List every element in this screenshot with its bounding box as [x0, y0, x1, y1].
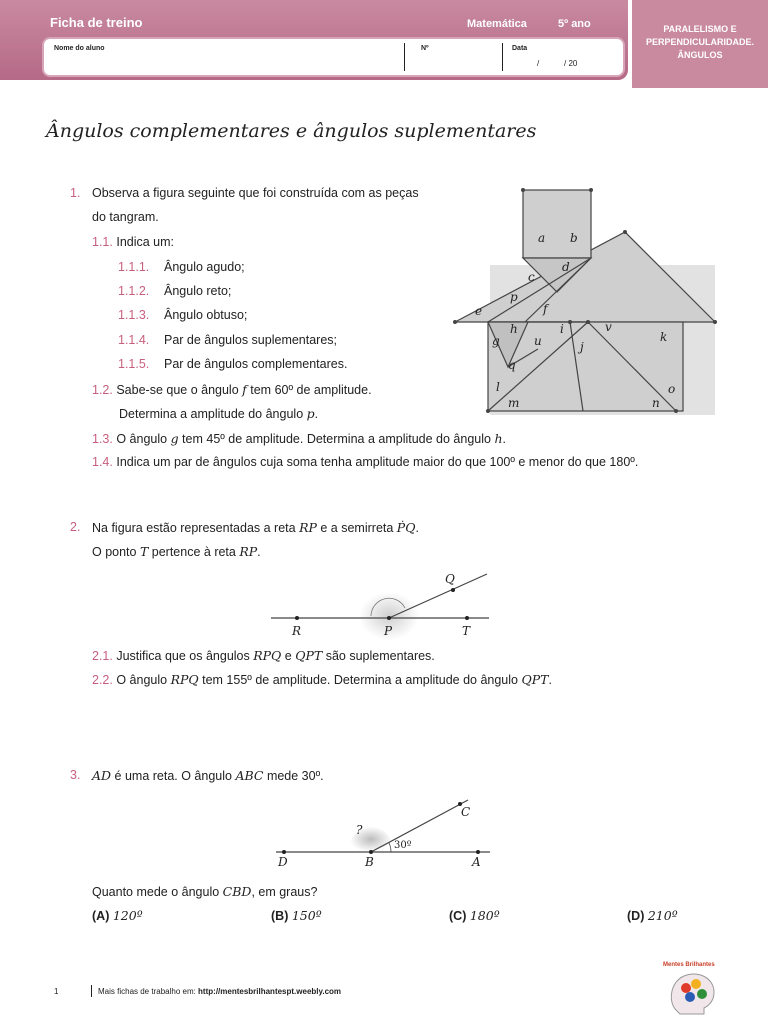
q-text: . [257, 545, 261, 559]
q-text: Par de ângulos suplementares; [164, 333, 338, 347]
q-text: . [548, 673, 552, 687]
option-letter: (B) [271, 909, 289, 923]
unknown-angle: ? [356, 823, 363, 837]
option-value: 210º [647, 908, 678, 923]
q-text: Sabe-se que o ângulo [116, 383, 243, 397]
fig-label: h [510, 322, 518, 336]
fig-label: u [534, 334, 542, 348]
q-text: Determina a amplitude do ângulo [119, 407, 307, 421]
q1-1-2 [118, 284, 149, 298]
math-var: f [242, 382, 247, 397]
q-text: Ângulo obtuso; [164, 308, 248, 322]
q-number: 2.2. [92, 673, 113, 687]
q2-line [70, 520, 80, 534]
topic-box [632, 0, 768, 88]
q-number: 1.1. [92, 235, 113, 249]
q3-line [70, 768, 80, 782]
q1-1-4 [118, 333, 149, 347]
math-var: RP [299, 520, 317, 535]
q-number: 1.3. [92, 432, 113, 446]
option-a[interactable] [92, 908, 143, 923]
math-var: QPT [295, 648, 323, 663]
q-number: 2. [70, 520, 81, 534]
option-value: 150º [291, 908, 322, 923]
fig-label: d [562, 260, 570, 274]
option-letter: (C) [449, 909, 467, 923]
q-text: . [502, 432, 506, 446]
fig-label: k [660, 330, 668, 344]
line-ad-figure [268, 792, 494, 868]
q-text: O ponto [92, 545, 140, 559]
fig-label: b [570, 231, 578, 245]
number-label: Nº [421, 45, 429, 52]
q1-1 [92, 235, 174, 249]
math-var: g [170, 431, 179, 446]
option-letter: (A) [92, 909, 110, 923]
q-text: Indica um: [116, 235, 175, 249]
point-q: Q [445, 572, 455, 586]
q1-1-3 [118, 308, 149, 322]
angle-label: 30º [394, 840, 412, 851]
q-text: e [281, 649, 296, 663]
q1-2-b [119, 406, 318, 421]
q-number: 1.1.2. [118, 284, 150, 298]
fig-label: m [508, 396, 520, 410]
point-r: R [292, 624, 302, 638]
point-a: A [472, 855, 481, 868]
q1-line [70, 186, 80, 200]
point-p: P [384, 624, 393, 638]
fig-label: n [652, 396, 660, 410]
math-var: RPQ [170, 672, 199, 687]
q-text: . [415, 521, 419, 535]
option-b[interactable] [271, 908, 322, 923]
q2-2 [92, 672, 552, 687]
chimney-square [523, 190, 591, 258]
fig-label: l [496, 380, 500, 394]
logo-text: Mentes Brilhantes [663, 962, 715, 968]
q-text: e a semirreta [316, 521, 397, 535]
q-text: mede 30º. [263, 769, 324, 783]
fig-label: e [475, 304, 483, 318]
q-text: tem 45º de amplitude. Determina a amplitude do ângulo [178, 432, 495, 446]
footer-link[interactable]: http://mentesbrilhantespt.weebly.com [198, 987, 342, 996]
q-text: Par de ângulos complementares. [164, 357, 348, 371]
subject: Matemática [467, 18, 527, 30]
q1-2 [92, 382, 372, 397]
q1-text: Observa a figura seguinte que foi construída com as peças [92, 186, 419, 200]
math-var: RPQ [253, 648, 282, 663]
option-letter: (D) [627, 909, 645, 923]
worksheet-title: Ficha de treino [50, 15, 143, 30]
option-c[interactable] [449, 908, 500, 923]
math-var: h [494, 431, 503, 446]
q-number: 3. [70, 768, 81, 782]
q2-1 [92, 648, 435, 663]
q-text: . [314, 407, 319, 421]
math-var: QPT [521, 672, 549, 687]
q-text: Ângulo agudo; [164, 260, 245, 274]
fig-label: p [510, 290, 518, 304]
separator [502, 43, 503, 71]
point-d: D [278, 855, 288, 868]
q-text: Na figura estão representadas a reta [92, 521, 300, 535]
topic-line: PERPENDICULARIDADE. [645, 37, 754, 47]
math-var: T [139, 544, 149, 559]
date-slash: / [537, 59, 540, 68]
q-number: 1. [70, 186, 81, 200]
fig-label: g [492, 334, 500, 348]
math-var: ṖQ [396, 520, 416, 535]
q-number: 1.1.4. [118, 333, 150, 347]
math-var: RP [239, 544, 258, 559]
q-text: são suplementares. [322, 649, 435, 663]
page-number: 1 [54, 987, 59, 996]
footer-text [98, 987, 341, 996]
q3-text [92, 768, 324, 783]
q-text: O ângulo [116, 432, 171, 446]
topic-line: PARALELISMO E [663, 24, 737, 34]
q-number: 1.1.3. [118, 308, 150, 322]
fig-label: j [580, 340, 584, 354]
q-text: Justifica que os ângulos [116, 649, 254, 663]
q-text: tem 60º de amplitude. [246, 383, 372, 397]
q-text: Indica um par de ângulos cuja soma tenha amplitude maior do que 100º e menor do que 180º. [116, 455, 639, 469]
footer-separator [91, 985, 92, 997]
q1-3 [92, 431, 506, 446]
fig-label: a [538, 231, 546, 245]
q-text: tem 155º de amplitude. Determina a amplitude do ângulo [198, 673, 522, 687]
q-number: 2.1. [92, 649, 113, 663]
q1-1-5 [118, 357, 149, 371]
point-b: B [365, 855, 374, 868]
option-value: 180º [469, 908, 500, 923]
q2-text-a [92, 520, 419, 535]
date-label: Data [512, 45, 528, 52]
q2-text-b [92, 544, 261, 559]
q-text: O ângulo [116, 673, 171, 687]
q-text: , em graus? [251, 885, 318, 899]
q1-4 [92, 455, 638, 469]
point-c: C [461, 805, 471, 819]
q-number: 1.1.1. [118, 260, 150, 274]
date-year: / 20 [564, 59, 578, 68]
math-var: AD [92, 768, 112, 783]
math-var: ABC [235, 768, 264, 783]
line-rp-figure [265, 568, 495, 640]
q-number: 1.1.5. [118, 357, 150, 371]
point-t: T [462, 624, 471, 638]
separator [404, 43, 405, 71]
q1-1-1 [118, 260, 149, 274]
fig-label: o [668, 382, 676, 396]
fig-label: f [543, 302, 548, 316]
q-text: pertence à reta [148, 545, 240, 559]
fig-label: q [508, 358, 516, 372]
q-number: 1.4. [92, 455, 113, 469]
name-label: Nome do aluno [54, 45, 105, 52]
topic-line: ÂNGULOS [677, 50, 723, 60]
page-title: Ângulos complementares e ângulos suplementares [46, 120, 537, 142]
math-var: p [306, 406, 315, 421]
q1-text: do tangram. [92, 210, 159, 224]
math-var: CBD [222, 884, 252, 899]
q3-question [92, 884, 317, 899]
student-info-box [42, 37, 625, 77]
q-text: Ângulo reto; [164, 284, 232, 298]
footer-label: Mais fichas de trabalho em: [98, 987, 199, 996]
fig-label: i [560, 322, 564, 336]
q-text: é uma reta. O ângulo [111, 769, 236, 783]
q-text: Quanto mede o ângulo [92, 885, 223, 899]
mentes-brilhantes-logo [664, 962, 722, 1016]
option-value: 120º [112, 908, 143, 923]
option-d[interactable] [627, 908, 678, 923]
fig-label: c [528, 270, 535, 284]
fig-label: v [605, 320, 612, 334]
q-number: 1.2. [92, 383, 113, 397]
grade: 5º ano [558, 18, 591, 30]
tangram-figure [450, 185, 720, 420]
